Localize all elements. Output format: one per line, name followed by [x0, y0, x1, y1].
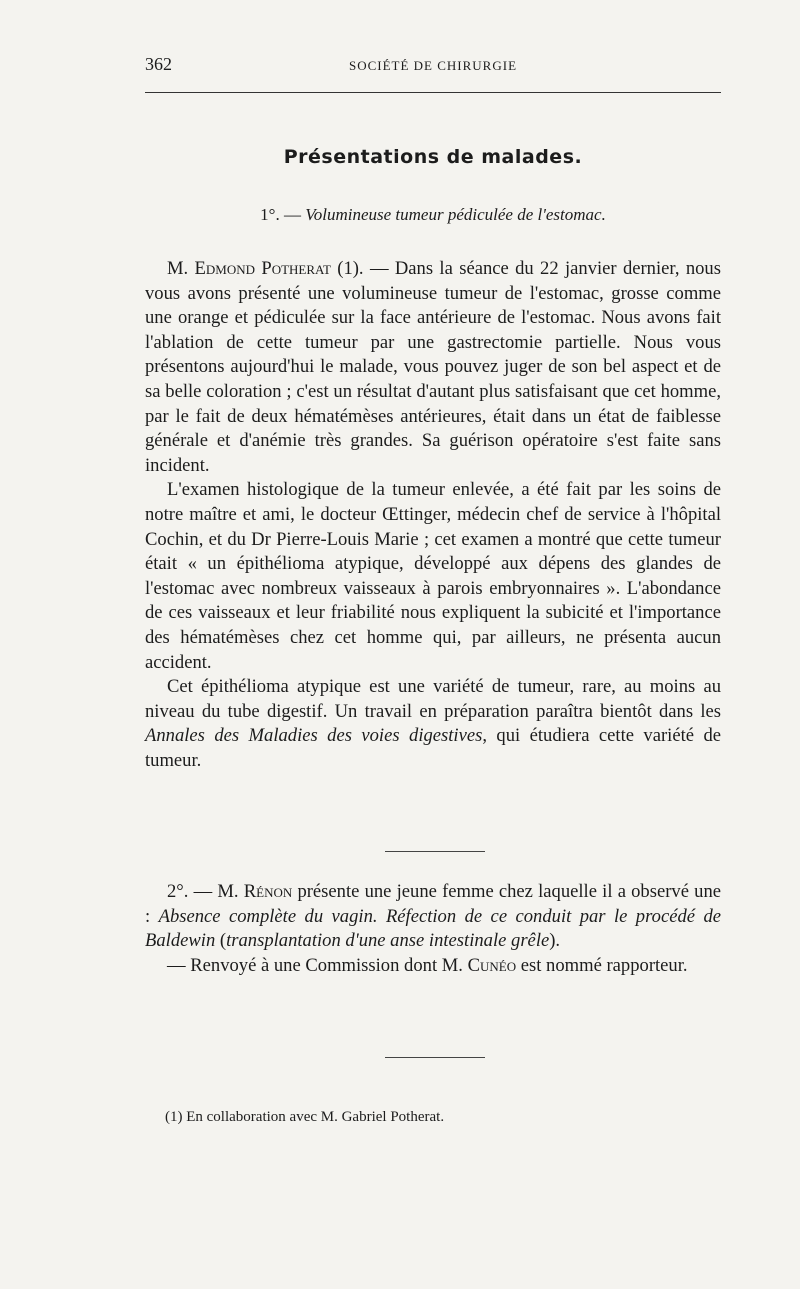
case1-paragraph-1: [145, 257, 721, 478]
case2-text-start: présente une jeune femme chez laquelle il a observé une :: [145, 881, 721, 927]
separator-rule: [385, 1057, 485, 1058]
case1-title-dash: —: [279, 205, 306, 224]
page-number: 362: [145, 54, 172, 74]
case1-body: [145, 257, 721, 773]
case1-title: [145, 205, 721, 225]
case2-paren-close: ).: [549, 930, 561, 952]
case1-title-text: Volumineuse tumeur pédiculée de l'estomac.: [305, 205, 606, 224]
referral-start: — Renvoyé à une Commission dont M.: [167, 954, 468, 976]
case2-referral: [145, 954, 721, 979]
case1-paragraph-3-start: Cet épithélioma atypique est une variété de tumeur, rare, au moins au niveau du tube digestif. Un travail en préparation paraîtra bientôt dans les: [145, 676, 721, 722]
case2-intro: 2°. — M.: [167, 881, 244, 902]
running-head: [145, 50, 721, 80]
case2-title: Absence complète du vagin. Réfection de ce conduit par le procédé de Baldewin: [145, 905, 721, 952]
case1-paragraph-3: [145, 675, 721, 773]
case2-paragraph-1: [145, 880, 721, 954]
footnote: (1) En collaboration avec M. Gabriel Potherat.: [165, 1109, 445, 1125]
header-rule: [145, 92, 721, 93]
case1-paragraph-1-text: — Dans la séance du 22 janvier dernier, nous vous avons présenté une volumineuse tumeur de l'estomac, grosse comme une orange et pédiculée sur la face antérieure de l'estomac. Nous avons fait l'ablation de cette tumeur par une gastrectomie partielle. Nous vous présentons aujourd'hui le malade, vous pouvez juger de son bel aspect et de sa belle coloration ; c'est un résultat d'autant plus satisfaisant que cet homme, par le fait de deux hématémèses antérieures, était dans un état de faiblesse générale et d'anémie très grandes. Sa guérison opératoire s'est faite sans incident.: [145, 258, 721, 476]
case1-paragraph-2: L'examen histologique de la tumeur enlevée, a été fait par les soins de notre maître et ami, le docteur Œttinger, médecin chef de service à l'hôpital Cochin, et du Dr Pierre-Louis Marie ; cet examen a montré que cette tumeur était « un épithélioma atypique, développé aux dépens des glandes de l'estomac avec nombreux vaisseaux à parois embryonnaires ». L'abondance de ces vaisseaux et leur friabilité nous expliquent la subicité et l'importance des hématémèses chez cet homme qui, par ailleurs, ne présenta aucun accident.: [145, 479, 721, 673]
footnote-ref: (1).: [330, 258, 370, 279]
section-heading: Présentations de malades.: [283, 146, 583, 168]
journal-title: Annales des Maladies des voies digestives: [145, 725, 483, 747]
referral-end: est nommé rapporteur.: [516, 954, 688, 976]
case2-body: [145, 880, 721, 978]
case1-number: 1°.: [260, 205, 280, 224]
case1-paragraph-3-end: , qui étudiera cette variété de tumeur.: [145, 725, 721, 771]
case2-author-name: Rénon: [243, 881, 293, 902]
referral-name: Cunéo: [467, 954, 517, 976]
author-prefix: M.: [167, 258, 195, 279]
running-title: SOCIÉTÉ DE CHIRURGIE: [348, 58, 518, 73]
author-name: Edmond Potherat: [194, 258, 331, 279]
separator-rule: [385, 851, 485, 852]
case2-paren-open: (: [215, 930, 227, 952]
case2-paren-text: transplantation d'une anse intestinale grêle: [226, 930, 550, 952]
